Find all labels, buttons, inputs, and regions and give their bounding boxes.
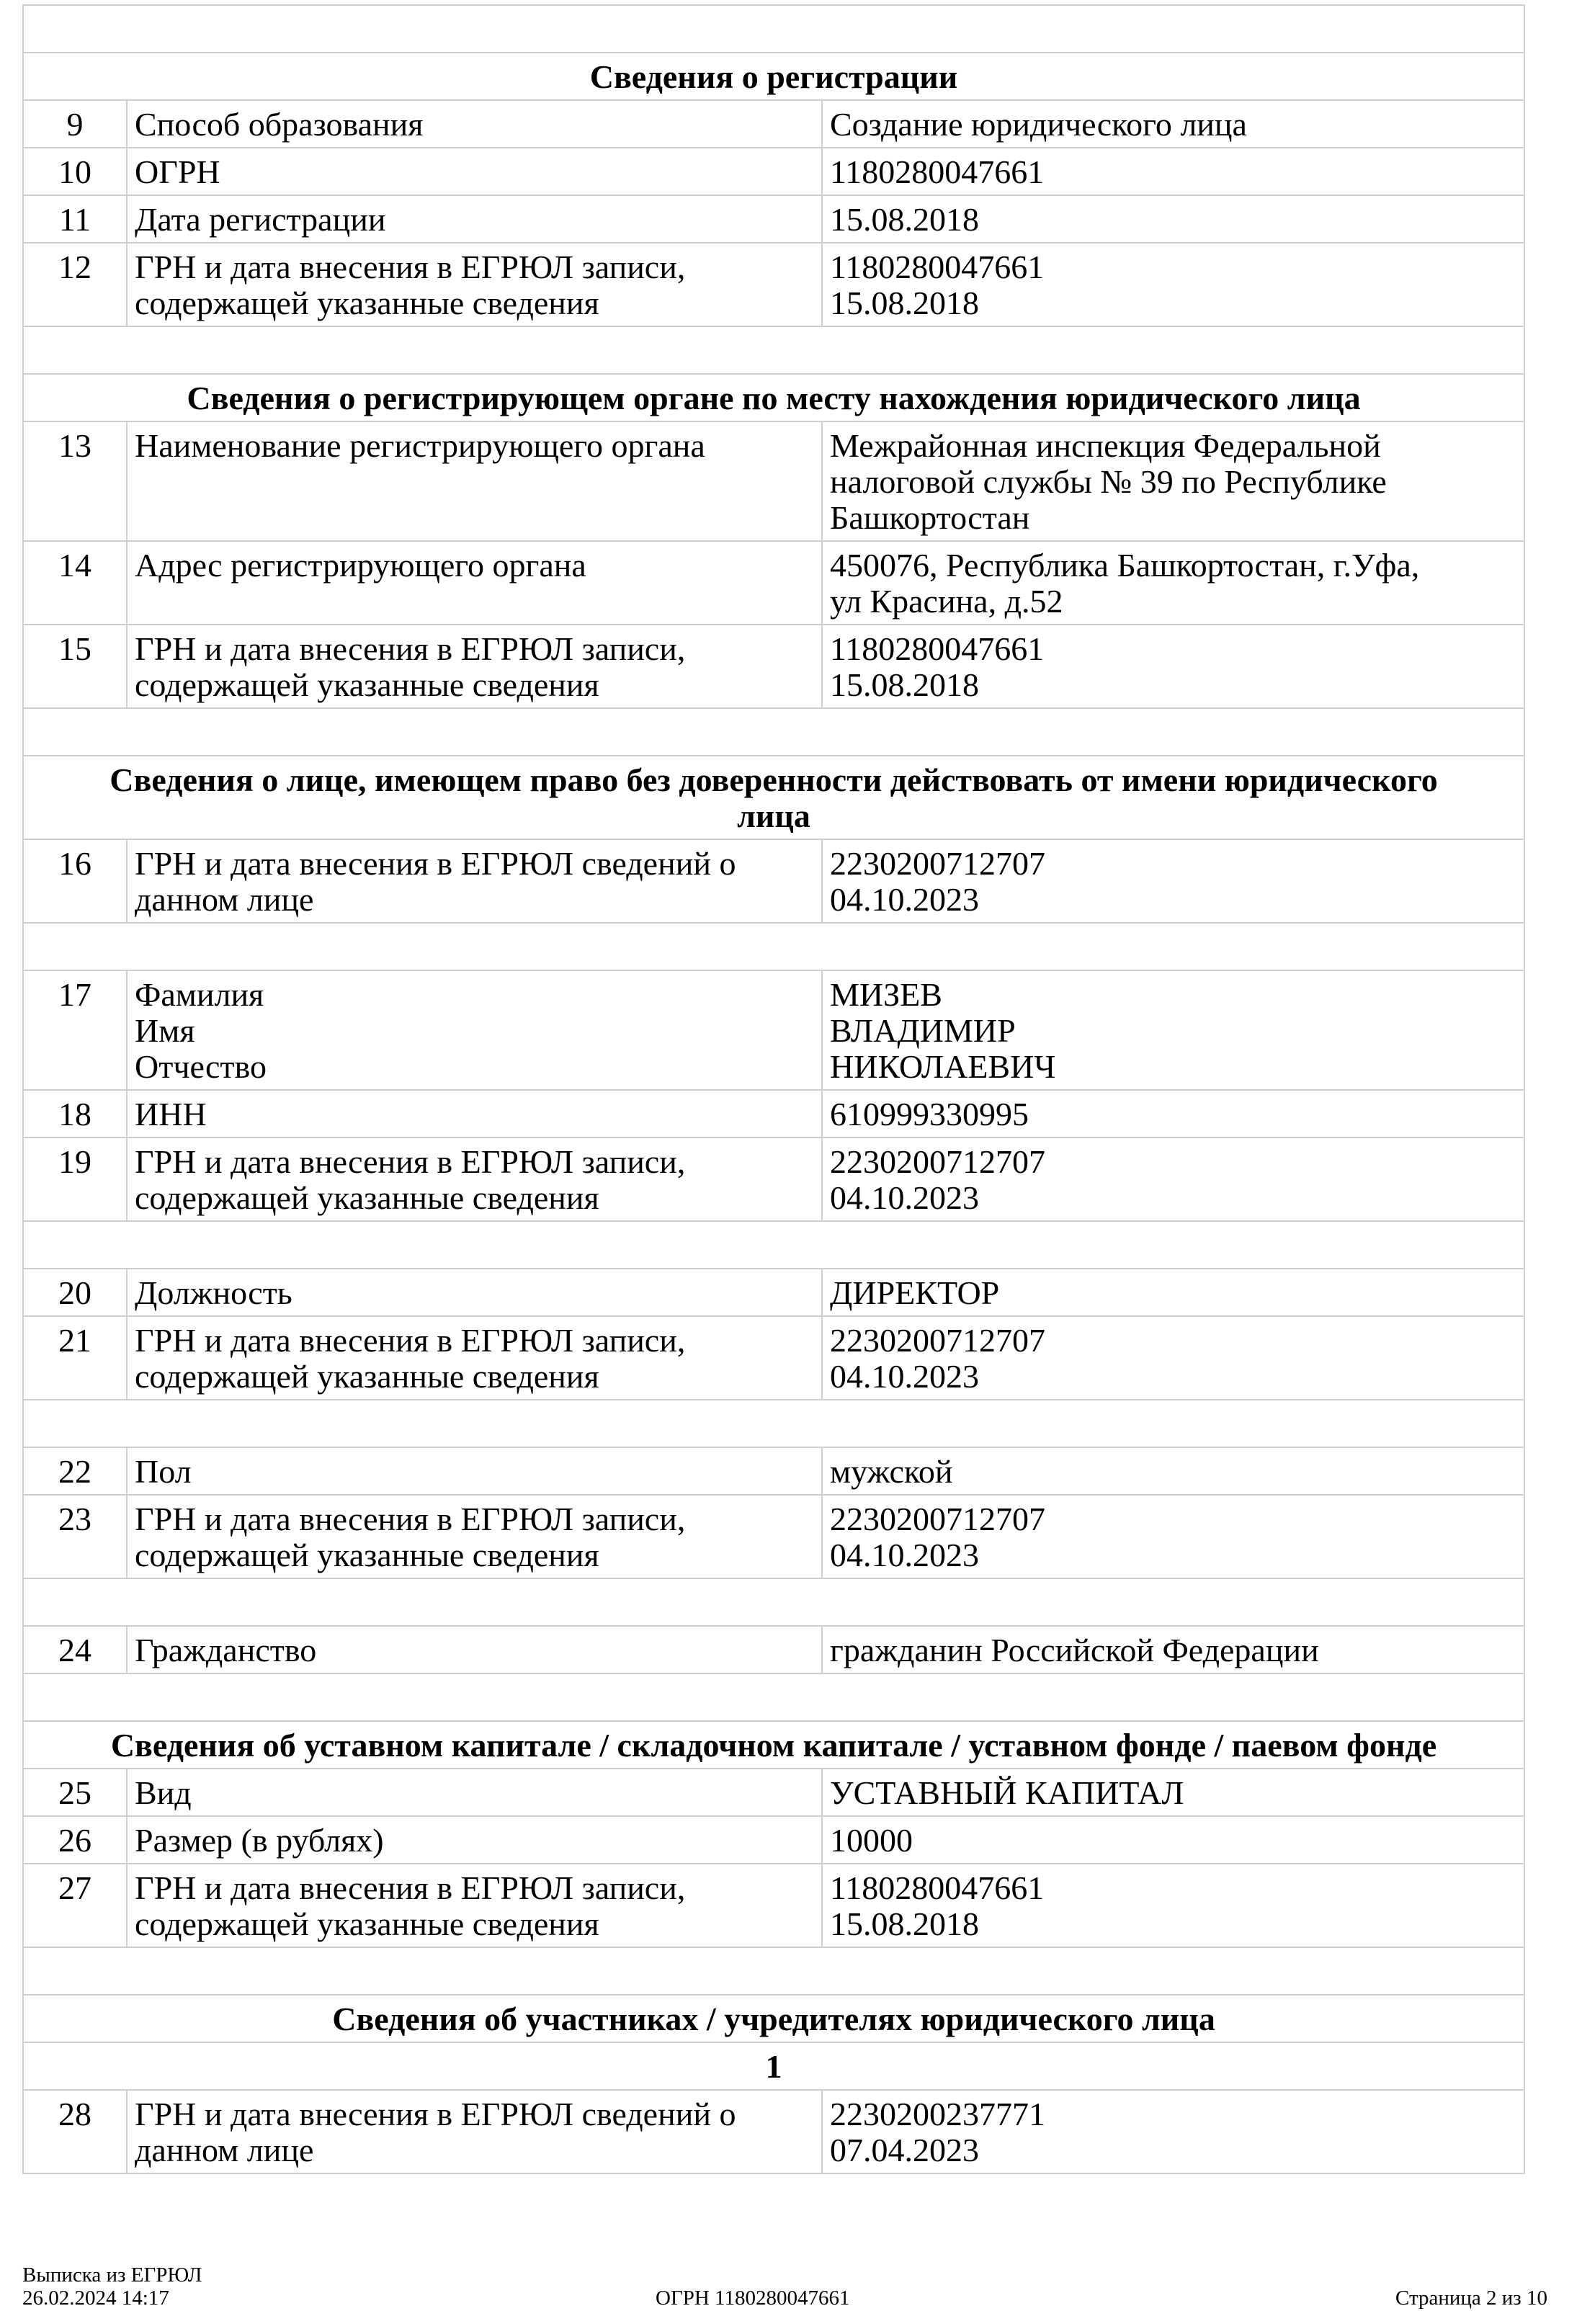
row-number: 15 [23, 625, 127, 708]
section-title: Сведения об уставном капитале / складочном капитале / уставном фонде / паевом фонде [23, 1721, 1524, 1769]
field-value: 1180280047661 15.08.2018 [822, 1864, 1524, 1947]
empty-separator-row [23, 708, 1524, 756]
section-header-row [23, 1721, 1524, 1769]
section-title: Сведения об участниках / учредителях юридического лица [23, 1995, 1524, 2042]
field-name: ГРН и дата внесения в ЕГРЮЛ записи, содержащей указанные сведения [127, 1495, 822, 1578]
row-number: 9 [23, 100, 127, 148]
field-value: 2230200712707 04.10.2023 [822, 839, 1524, 923]
table-row [23, 1316, 1524, 1400]
egrul-extract-table [22, 4, 1525, 2174]
field-name: Адрес регистрирующего органа [127, 541, 822, 625]
field-value: УСТАВНЫЙ КАПИТАЛ [822, 1769, 1524, 1816]
empty-cell [23, 1400, 1524, 1447]
empty-cell [23, 1673, 1524, 1721]
table-row [23, 1447, 1524, 1495]
row-number: 10 [23, 148, 127, 195]
table-row [23, 1090, 1524, 1138]
subsection-number: 1 [23, 2042, 1524, 2090]
field-name: ГРН и дата внесения в ЕГРЮЛ сведений о данном лице [127, 839, 822, 923]
table-row [23, 625, 1524, 708]
empty-cell [23, 1221, 1524, 1269]
field-name: Размер (в рублях) [127, 1816, 822, 1864]
field-name: Дата регистрации [127, 195, 822, 243]
field-value: 2230200712707 04.10.2023 [822, 1316, 1524, 1400]
subsection-header-row [23, 2042, 1524, 2090]
field-name: Гражданство [127, 1626, 822, 1673]
row-number: 24 [23, 1626, 127, 1673]
row-number: 14 [23, 541, 127, 625]
field-name: ГРН и дата внесения в ЕГРЮЛ записи, содержащей указанные сведения [127, 1138, 822, 1221]
field-value: 450076, Республика Башкортостан, г.Уфа, ул Красина, д.52 [822, 541, 1524, 625]
empty-separator-row [23, 1221, 1524, 1269]
empty-cell [23, 923, 1524, 970]
section-header-row [23, 1995, 1524, 2042]
egrul-table-body [23, 5, 1524, 2173]
table-row [23, 100, 1524, 148]
row-number: 16 [23, 839, 127, 923]
row-number: 17 [23, 970, 127, 1090]
field-value: ДИРЕКТОР [822, 1269, 1524, 1316]
field-value: Создание юридического лица [822, 100, 1524, 148]
field-name: Способ образования [127, 100, 822, 148]
row-number: 22 [23, 1447, 127, 1495]
section-header-row [23, 374, 1524, 421]
table-row [23, 195, 1524, 243]
row-number: 19 [23, 1138, 127, 1221]
empty-separator-row [23, 1400, 1524, 1447]
field-value: Межрайонная инспекция Федеральной налоговой службы № 39 по Республике Башкортостан [822, 421, 1524, 541]
field-name: ГРН и дата внесения в ЕГРЮЛ записи, содержащей указанные сведения [127, 1316, 822, 1400]
field-name: ГРН и дата внесения в ЕГРЮЛ записи, содержащей указанные сведения [127, 625, 822, 708]
table-row [23, 1816, 1524, 1864]
field-name: Вид [127, 1769, 822, 1816]
field-value: гражданин Российской Федерации [822, 1626, 1524, 1673]
section-title: Сведения о регистрирующем органе по месту нахождения юридического лица [23, 374, 1524, 421]
row-number: 21 [23, 1316, 127, 1400]
section-title: Сведения о лице, имеющем право без доверенности действовать от имени юридического лица [23, 756, 1524, 839]
field-value: МИЗЕВ ВЛАДИМИР НИКОЛАЕВИЧ [822, 970, 1524, 1090]
footer-ogrn: ОГРН 1180280047661 [656, 2287, 850, 2310]
field-value: мужской [822, 1447, 1524, 1495]
section-header-row [23, 756, 1524, 839]
field-value: 10000 [822, 1816, 1524, 1864]
field-name: Наименование регистрирующего органа [127, 421, 822, 541]
field-value: 15.08.2018 [822, 195, 1524, 243]
row-number: 11 [23, 195, 127, 243]
row-number: 18 [23, 1090, 127, 1138]
table-row [23, 243, 1524, 326]
field-name: ГРН и дата внесения в ЕГРЮЛ сведений о данном лице [127, 2090, 822, 2173]
table-row [23, 2090, 1524, 2173]
table-row [23, 421, 1524, 541]
row-number: 27 [23, 1864, 127, 1947]
row-number: 25 [23, 1769, 127, 1816]
footer-datetime: 26.02.2024 14:17 [22, 2287, 169, 2310]
field-value: 2230200712707 04.10.2023 [822, 1138, 1524, 1221]
table-row [23, 1495, 1524, 1578]
empty-cell [23, 708, 1524, 756]
table-row [23, 1626, 1524, 1673]
empty-cell [23, 326, 1524, 374]
empty-separator-row [23, 1673, 1524, 1721]
field-name: ОГРН [127, 148, 822, 195]
field-name: Пол [127, 1447, 822, 1495]
table-row [23, 541, 1524, 625]
row-number: 28 [23, 2090, 127, 2173]
field-name: ГРН и дата внесения в ЕГРЮЛ записи, содержащей указанные сведения [127, 243, 822, 326]
empty-separator-row [23, 326, 1524, 374]
table-row [23, 148, 1524, 195]
footer-left [22, 2263, 202, 2310]
empty-separator-row [23, 923, 1524, 970]
field-name: Должность [127, 1269, 822, 1316]
table-row [23, 970, 1524, 1090]
empty-separator-row [23, 1578, 1524, 1626]
empty-cell [23, 1578, 1524, 1626]
table-row [23, 1138, 1524, 1221]
table-row [23, 1864, 1524, 1947]
empty-separator-row [23, 1947, 1524, 1995]
field-value: 2230200712707 04.10.2023 [822, 1495, 1524, 1578]
table-row [23, 839, 1524, 923]
row-number: 13 [23, 421, 127, 541]
field-name: ГРН и дата внесения в ЕГРЮЛ записи, содержащей указанные сведения [127, 1864, 822, 1947]
empty-cell [23, 1947, 1524, 1995]
row-number: 23 [23, 1495, 127, 1578]
table-row [23, 1269, 1524, 1316]
field-name: ИНН [127, 1090, 822, 1138]
field-value: 2230200237771 07.04.2023 [822, 2090, 1524, 2173]
row-number: 26 [23, 1816, 127, 1864]
field-value: 1180280047661 [822, 148, 1524, 195]
field-value: 1180280047661 15.08.2018 [822, 625, 1524, 708]
footer-page-number: Страница 2 из 10 [1395, 2287, 1547, 2310]
section-title: Сведения о регистрации [23, 53, 1524, 100]
table-row [23, 1769, 1524, 1816]
empty-separator-row [23, 5, 1524, 53]
empty-cell [23, 5, 1524, 53]
row-number: 20 [23, 1269, 127, 1316]
section-header-row [23, 53, 1524, 100]
row-number: 12 [23, 243, 127, 326]
field-value: 610999330995 [822, 1090, 1524, 1138]
footer-doc-title: Выписка из ЕГРЮЛ [22, 2263, 202, 2287]
field-name: Фамилия Имя Отчество [127, 970, 822, 1090]
field-value: 1180280047661 15.08.2018 [822, 243, 1524, 326]
